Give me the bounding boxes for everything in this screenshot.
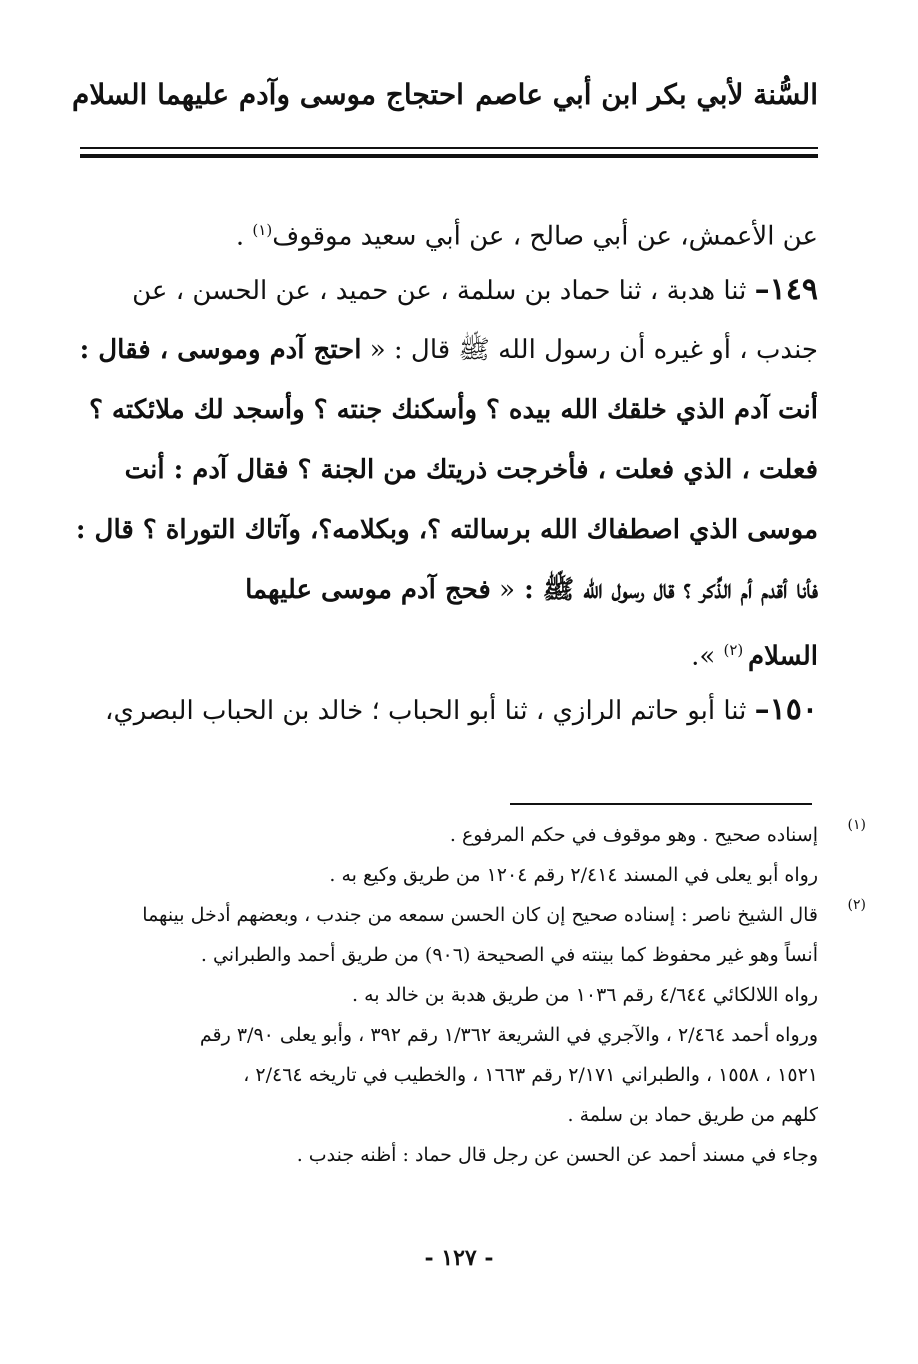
text-segment: عن الأعمش، عن أبي صالح ، عن أبي سعيد موقوف [272, 221, 818, 252]
hadith-149-line [72, 260, 818, 320]
hadith-150-line [72, 680, 818, 740]
hadith-text: السلام [748, 641, 818, 672]
footnote-line: قال الشيخ ناصر : إسناده صحيح إن كان الحسن سمعه من جندب ، وبعضهم أدخل بينهما [142, 904, 818, 926]
text-segment: « [490, 575, 516, 605]
footnote-2 [70, 895, 866, 1175]
footnote-mark: (٢) [847, 897, 866, 913]
footnote-ref: (٢) [723, 641, 749, 659]
text-segment: جندب ، أو غيره أن رسول الله ﷺ قال : « [361, 335, 818, 365]
text-segment: ». [691, 641, 724, 672]
text-line [72, 320, 818, 380]
footnote-line: أنساً وهو غير محفوظ كما بينته في الصحيحة (٩٠٦) من طريق أحمد والطبراني . [200, 944, 818, 966]
hadith-number: ١٥٠– [754, 692, 818, 727]
hadith-text-line: أنت آدم الذي خلقك الله بيده ؟ وأسكنك جنته ؟ وأسجد لك ملائكته ؟ [89, 395, 818, 425]
hadith-text-line: موسى الذي اصطفاك الله برسالته ؟، وبكلامه؟، وآتاك التوراة ؟ قال : [75, 515, 818, 545]
running-header [72, 70, 818, 120]
text-line [72, 200, 818, 260]
footnote-line: إسناده صحيح . وهو موقوف في حكم المرفوع . [449, 824, 818, 846]
footnote-line: رواه اللالكائي ٤/٦٤٤ رقم ١٠٣٦ من طريق هدبة بن خالد به . [352, 984, 818, 1006]
text-segment: ثنا هدبة ، ثنا حماد بن سلمة ، عن حميد ، عن الحسن ، عن [132, 276, 755, 306]
page-number: - ١٢٧ - [424, 1245, 494, 1271]
text-line [72, 620, 818, 680]
footnote-1 [70, 815, 866, 895]
hadith-text: فأنا أقدم أم الذِّكر ؟ قال رسول الله ﷺ : [515, 575, 818, 605]
header-rule-thick [80, 154, 818, 158]
footnote-separator [510, 803, 812, 805]
footnote-line: ورواه أحمد ٢/٤٦٤ ، والآجري في الشريعة ١/٣٦٢ رقم ٣٩٢ ، وأبو يعلى ٣/٩٠ رقم [199, 1024, 818, 1046]
hadith-number: ١٤٩– [754, 272, 818, 307]
footnote-ref: (١) [252, 221, 273, 239]
hadith-text: احتج آدم وموسى ، فقال : [79, 335, 362, 365]
text-line [72, 560, 818, 620]
footnotes [70, 815, 866, 1175]
hadith-text-line: فعلت ، الذي فعلت ، فأخرجت ذريتك من الجنة ؟ فقال آدم : أنت [124, 455, 818, 485]
text-segment: ثنا أبو حاتم الرازي ، ثنا أبو الحباب ؛ خالد بن الحباب البصري، [105, 696, 755, 726]
header-rule-thin [80, 147, 818, 149]
chapter-title: احتجاج موسى وآدم عليهما السلام [72, 78, 464, 111]
footnote-line: وجاء في مسند أحمد عن الحسن عن رجل قال حماد : أظنه جندب . [296, 1144, 818, 1166]
main-text [72, 200, 818, 740]
book-title: السُّنة لأبي بكر ابن أبي عاصم [475, 78, 818, 111]
text-segment: . [235, 221, 253, 252]
hadith-text: فحج آدم موسى عليهما [245, 575, 491, 605]
footnote-line: كلهم من طريق حماد بن سلمة . [567, 1104, 818, 1126]
footnote-line: ١٥٢١ ، ١٥٥٨ ، والطبراني ٢/١٧١ رقم ١٦٦٣ ، والخطيب في تاريخه ٢/٤٦٤ ، [243, 1064, 818, 1086]
footnote-line: رواه أبو يعلى في المسند ٢/٤١٤ رقم ١٢٠٤ من طريق وكيع به . [329, 864, 818, 886]
footnote-mark: (١) [847, 817, 866, 833]
